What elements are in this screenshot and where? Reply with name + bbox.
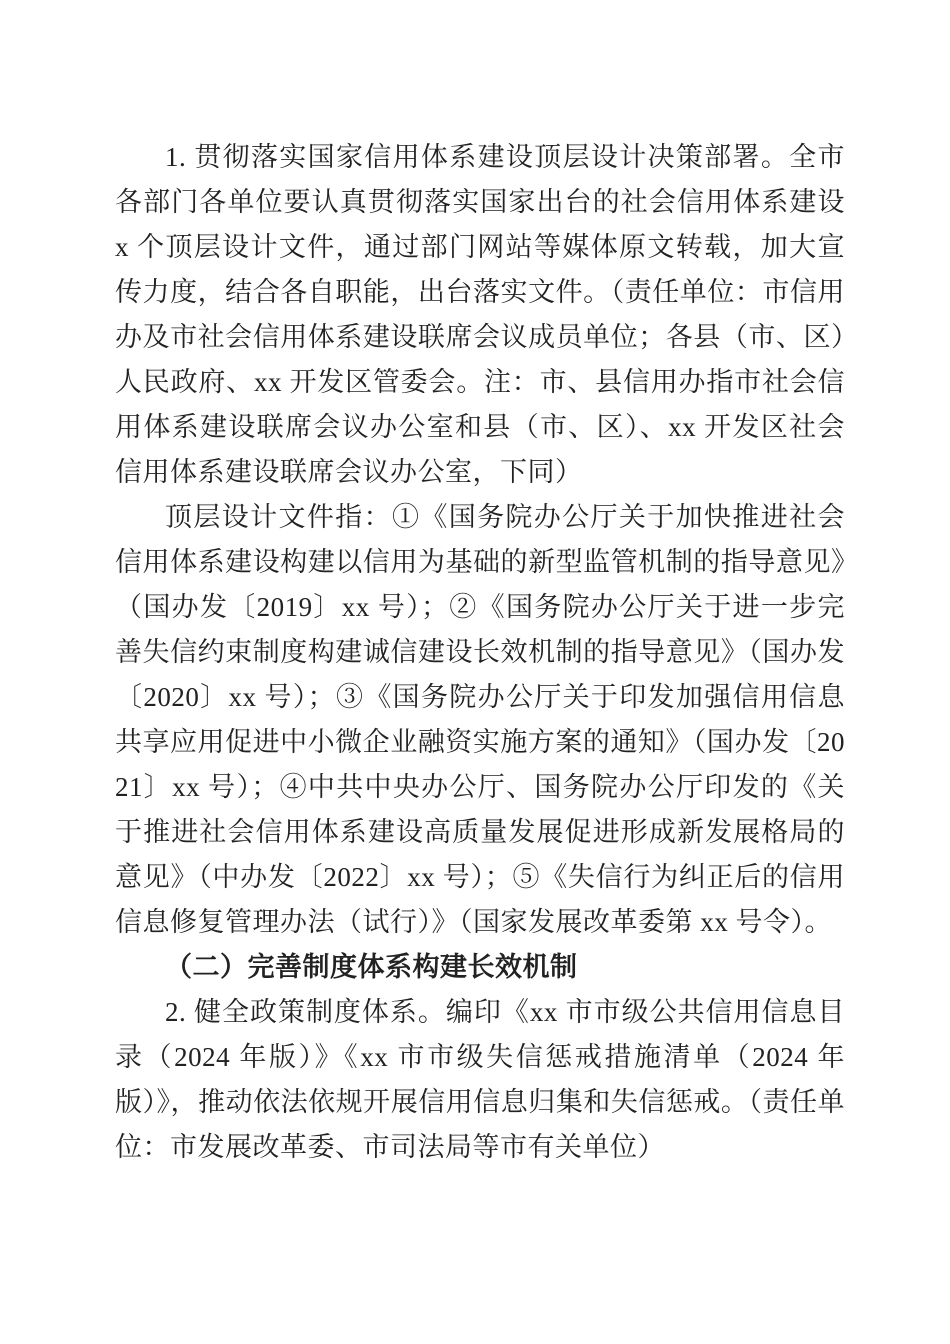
section-heading-institutional-system: （二）完善制度体系构建长效机制 — [165, 952, 578, 982]
paragraph-policy-system: 2. 健全政策制度体系。编印《xx 市市级公共信用信息目录（2024 年版）》《xx 市市级失信惩戒措施清单（2024 年版）》，推动依法依规开展信用信息归集和失信惩戒。（责任单位：市发展改革委、市司法局等市有关单位） — [115, 997, 845, 1162]
document-text-block — [115, 135, 845, 1170]
paragraph-design-documents-list: 顶层设计文件指：①《国务院办公厅关于加快推进社会信用体系建设构建以信用为基础的新型监管机制的指导意见》（国办发〔2019〕xx 号）；②《国务院办公厅关于进一步完善失信约束制度构建诚信建设长效机制的指导意见》（国办发〔2020〕xx 号）；③《国务院办公厅关于印发加强信用信息共享应用促进中小微企业融资实施方案的通知》（国办发〔2021〕xx 号）；④中共中央办公厅、国务院办公厅印发的《关于推进社会信用体系建设高质量发展促进形成新发展格局的意见》（中办发〔2022〕xx 号）；⑤《失信行为纠正后的信用信息修复管理办法（试行）》（国家发展改革委第 xx 号令）。 — [115, 502, 845, 937]
paragraph-top-level-design: 1. 贯彻落实国家信用体系建设顶层设计决策部署。全市各部门各单位要认真贯彻落实国家出台的社会信用体系建设 x 个顶层设计文件，通过部门网站等媒体原文转载，加大宣传力度，结合各自职能，出台落实文件。（责任单位：市信用办及市社会信用体系建设联席会议成员单位；各县（市、区）人民政府、xx 开发区管委会。注：市、县信用办指市社会信用体系建设联席会议办公室和县（市、区）、xx 开发区社会信用体系建设联席会议办公室，下同） — [115, 142, 845, 487]
